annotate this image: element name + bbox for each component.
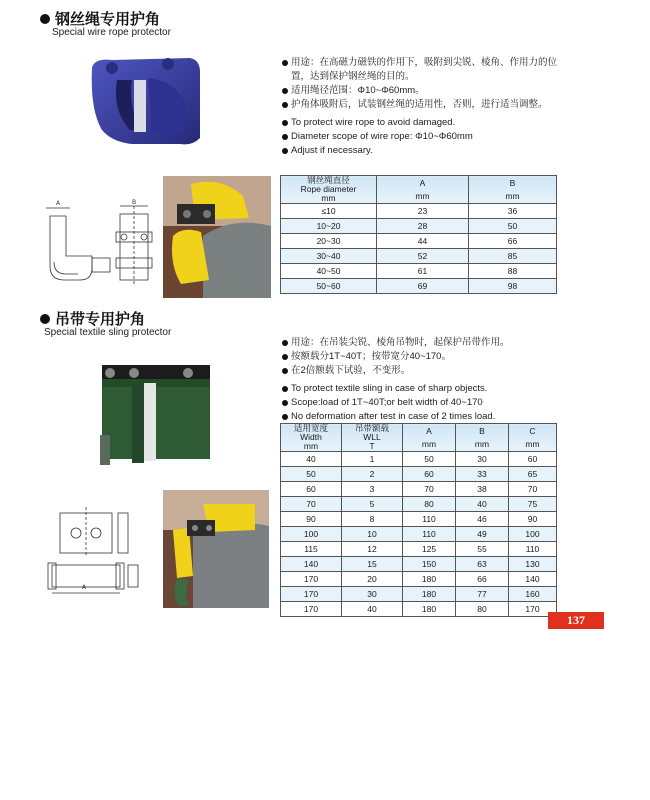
feature-item: 用途：在吊装尖锐、棱角吊物时，起保护吊带作用。 — [282, 336, 582, 350]
table-cell: 20 — [342, 572, 403, 587]
table-cell: 100 — [509, 527, 557, 542]
table-cell: 70 — [509, 482, 557, 497]
table-cell: 110 — [509, 542, 557, 557]
section1-title-en: Special wire rope protector — [52, 27, 171, 38]
header-a: A mm — [403, 424, 456, 452]
table-cell: 110 — [403, 527, 456, 542]
bullet-icon — [282, 368, 288, 374]
table-row — [281, 542, 557, 557]
table-cell: 10 — [342, 527, 403, 542]
table-cell: 125 — [403, 542, 456, 557]
section1-title — [40, 8, 160, 29]
table-cell: 49 — [456, 527, 509, 542]
table-cell: 2 — [342, 467, 403, 482]
table-cell: 50 — [281, 467, 342, 482]
table-cell: 63 — [456, 557, 509, 572]
table-cell: 70 — [403, 482, 456, 497]
table-cell: 90 — [281, 512, 342, 527]
table-cell: 70 — [281, 497, 342, 512]
table-row — [281, 602, 557, 617]
table-row: ≤10 23 36 — [281, 204, 557, 219]
feature-item: 用途：在高磁力磁铁的作用下，吸附到尖锐、棱角、作用力的位 — [282, 56, 582, 70]
table-cell: 1 — [342, 452, 403, 467]
bullet-icon — [40, 14, 50, 24]
table-row — [281, 557, 557, 572]
bullet-icon — [282, 134, 288, 140]
header-wll: 吊带额载 WLL T — [342, 424, 403, 452]
page-number: 137 — [548, 612, 604, 629]
table-cell: 180 — [403, 602, 456, 617]
feature-item: 护角体吸附后，试装钢丝绳的适用性，否则，进行适当调整。 — [282, 98, 582, 112]
table-row: 40~50 61 88 — [281, 264, 557, 279]
table-cell: 55 — [456, 542, 509, 557]
table-row — [281, 482, 557, 497]
dimension-label-b: B — [132, 199, 137, 206]
wire-rope-protector-usage-photo — [163, 176, 271, 298]
bullet-icon — [282, 340, 288, 346]
bullet-icon — [282, 88, 288, 94]
bullet-icon — [282, 148, 288, 154]
table-row — [281, 497, 557, 512]
table-cell: 60 — [403, 467, 456, 482]
table-cell: 38 — [456, 482, 509, 497]
feature-item-en: Diameter scope of wire rope: Φ10~Φ60mm — [282, 130, 582, 144]
table-cell: 60 — [509, 452, 557, 467]
sling-spec-table — [280, 423, 557, 617]
table-cell: 170 — [281, 572, 342, 587]
table-cell: 33 — [456, 467, 509, 482]
table-cell: 180 — [403, 572, 456, 587]
feature-item: 适用绳径范围：Φ10~Φ60mm。 — [282, 84, 582, 98]
bullet-icon — [40, 314, 50, 324]
table-cell: 8 — [342, 512, 403, 527]
bullet-icon — [282, 354, 288, 360]
header-b: B mm — [469, 176, 557, 204]
table-row: 10~20 28 50 — [281, 219, 557, 234]
table-cell: 75 — [509, 497, 557, 512]
table-cell: 170 — [281, 587, 342, 602]
bullet-icon — [282, 102, 288, 108]
table-cell: 160 — [509, 587, 557, 602]
feature-item-continued: 置，达到保护钢丝绳的目的。 — [291, 71, 415, 82]
table-row: 50~60 69 98 — [281, 279, 557, 294]
dimension-label-a: A — [82, 584, 87, 591]
table-cell: 3 — [342, 482, 403, 497]
wire-rope-protector-photo — [72, 50, 212, 150]
section2-title-cn: 吊带专用护角 — [55, 310, 146, 328]
table-cell: 130 — [509, 557, 557, 572]
section1-title-cn: 钢丝绳专用护角 — [55, 10, 161, 28]
feature-item: 在2倍额载下试验，不变形。 — [282, 364, 582, 378]
table-row — [281, 452, 557, 467]
bullet-icon — [282, 60, 288, 66]
table-row — [281, 512, 557, 527]
wire-rope-protector-drawing — [40, 196, 158, 288]
table-cell: 180 — [403, 587, 456, 602]
section2-title-en: Special textile sling protector — [44, 327, 172, 338]
table-cell: 77 — [456, 587, 509, 602]
table-cell: 5 — [342, 497, 403, 512]
table-row — [281, 587, 557, 602]
table-cell: 40 — [342, 602, 403, 617]
header-rope-diameter: 钢丝绳直径 Rope diameter mm — [281, 176, 377, 204]
table-cell: 80 — [456, 602, 509, 617]
table-row — [281, 527, 557, 542]
sling-protector-photo — [92, 363, 222, 473]
bullet-icon — [282, 400, 288, 406]
table-cell: 170 — [281, 602, 342, 617]
table-row: 30~40 52 85 — [281, 249, 557, 264]
dimension-label-a: A — [56, 200, 61, 207]
table-cell: 110 — [403, 512, 456, 527]
table-cell: 15 — [342, 557, 403, 572]
feature-item-en: To protect textile sling in case of sharp objects. — [282, 382, 582, 396]
feature-item-en: No deformation after test in case of 2 times load. — [282, 410, 582, 424]
feature-item-en: To protect wire rope to avoid damaged. — [282, 116, 582, 130]
sling-protector-usage-photo — [163, 490, 269, 608]
table-cell: 60 — [281, 482, 342, 497]
table-cell: 90 — [509, 512, 557, 527]
table-cell: 46 — [456, 512, 509, 527]
table-cell: 40 — [456, 497, 509, 512]
table-cell: 115 — [281, 542, 342, 557]
header-b: B mm — [456, 424, 509, 452]
table-cell: 30 — [342, 587, 403, 602]
section2-title — [40, 308, 145, 329]
table-cell: 150 — [403, 557, 456, 572]
table-cell: 140 — [281, 557, 342, 572]
section1-features — [282, 56, 582, 158]
table-cell: 66 — [456, 572, 509, 587]
table-row — [281, 572, 557, 587]
table-row: 20~30 44 66 — [281, 234, 557, 249]
header-width: 适用宽度 Width mm — [281, 424, 342, 452]
table-cell: 80 — [403, 497, 456, 512]
table-row — [281, 467, 557, 482]
table-cell: 100 — [281, 527, 342, 542]
header-c: C mm — [509, 424, 557, 452]
feature-item-en: Scope:load of 1T~40T;or belt width of 40~170 — [282, 396, 582, 410]
bullet-icon — [282, 120, 288, 126]
table-cell: 40 — [281, 452, 342, 467]
header-a: A mm — [377, 176, 469, 204]
table-cell: 50 — [403, 452, 456, 467]
bullet-icon — [282, 414, 288, 420]
table-cell: 140 — [509, 572, 557, 587]
bullet-icon — [282, 386, 288, 392]
wire-rope-spec-table — [280, 175, 557, 294]
section2-features — [282, 336, 582, 424]
feature-item-en: Adjust if necessary. — [282, 144, 582, 158]
table-cell: 30 — [456, 452, 509, 467]
table-cell: 170 — [509, 602, 557, 617]
sling-protector-drawing — [46, 505, 146, 597]
feature-item: 按额载分1T~40T；按带宽分40~170。 — [282, 350, 582, 364]
table-cell: 12 — [342, 542, 403, 557]
table-cell: 65 — [509, 467, 557, 482]
